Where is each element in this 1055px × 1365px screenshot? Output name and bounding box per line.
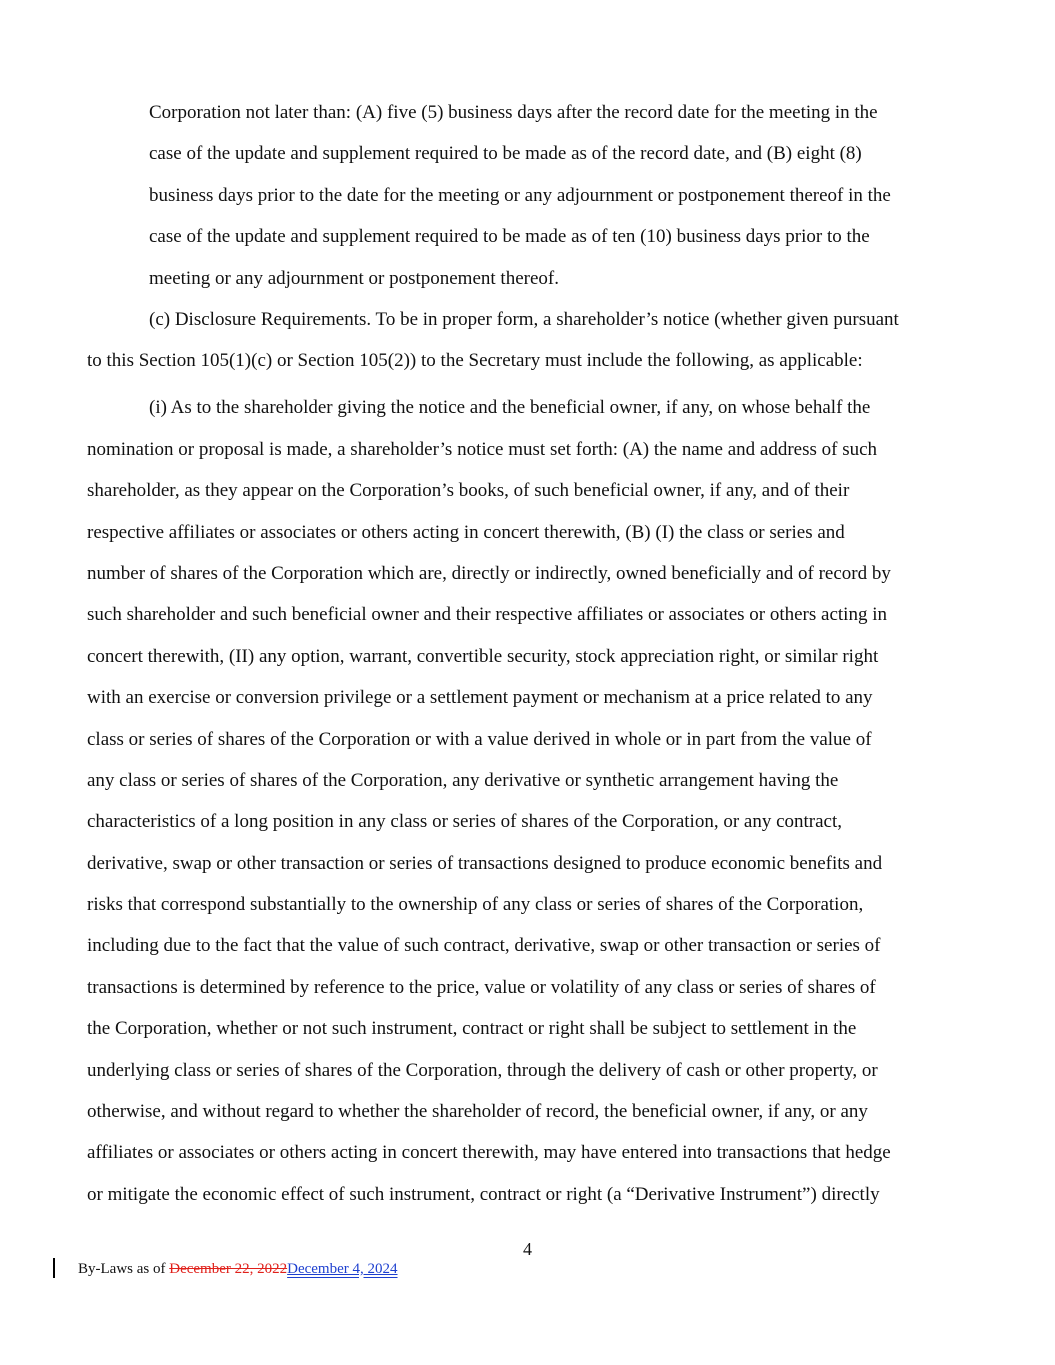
page-number: 4 [523, 1239, 532, 1259]
body-line-18: characteristics of a long position in any class or series of shares of the Corporation, or any contract, [87, 811, 843, 832]
body-line-3: business days prior to the date for the meeting or any adjournment or postponement thereof in the [149, 185, 891, 206]
body-line-13: such shareholder and such beneficial owner and their respective affiliates or associates or others acting in [87, 604, 887, 625]
clause-i-first-line: (i) As to the shareholder giving the notice and the beneficial owner, if any, on whose behalf the [149, 397, 871, 418]
body-line-21: including due to the fact that the value of such contract, derivative, swap or other transaction or series of [87, 935, 881, 956]
footer-inserted-date: December 4, 2024 [287, 1261, 398, 1277]
body-line-27: or mitigate the economic effect of such instrument, contract or right (a “Derivative Instrument”) directly [87, 1184, 880, 1205]
body-line-14: concert therewith, (II) any option, warrant, convertible security, stock appreciation right, or similar right [87, 646, 879, 667]
body-line-19: derivative, swap or other transaction or series of transactions designed to produce economic benefits and [87, 853, 883, 874]
body-line-15: with an exercise or conversion privilege or a settlement payment or mechanism at a price related to any [87, 687, 873, 708]
revision-change-bar [53, 1258, 55, 1278]
body-line-23: the Corporation, whether or not such instrument, contract or right shall be subject to settlement in the [87, 1018, 857, 1039]
footer-prefix: By-Laws as of [78, 1261, 170, 1277]
body-line-24: underlying class or series of shares of the Corporation, through the delivery of cash or other property, or [87, 1060, 878, 1081]
body-line-4: case of the update and supplement required to be made as of ten (10) business days prior to the [149, 226, 870, 247]
body-line-1: Corporation not later than: (A) five (5) business days after the record date for the meeting in the [149, 102, 878, 123]
body-line-11: respective affiliates or associates or others acting in concert therewith, (B) (I) the class or series and [87, 522, 845, 543]
section-c-heading-line: (c) Disclosure Requirements. To be in proper form, a shareholder’s notice (whether given pursuant [149, 309, 899, 330]
body-line-10: shareholder, as they appear on the Corporation’s books, of such beneficial owner, if any, and of their [87, 480, 850, 501]
body-line-12: number of shares of the Corporation which are, directly or indirectly, owned beneficially and of record by [87, 563, 891, 584]
body-line-26: affiliates or associates or others acting in concert therewith, may have entered into transactions that hedge [87, 1142, 891, 1163]
body-line-9: nomination or proposal is made, a shareholder’s notice must set forth: (A) the name and address of such [87, 439, 878, 460]
body-line-25: otherwise, and without regard to whether the shareholder of record, the beneficial owner, if any, or any [87, 1101, 868, 1122]
body-line-2: case of the update and supplement required to be made as of the record date, and (B) eight (8) [149, 143, 862, 164]
body-line-20: risks that correspond substantially to the ownership of any class or series of shares of the Corporation, [87, 894, 864, 915]
body-line-5: meeting or any adjournment or postponement thereof. [149, 268, 559, 289]
body-line-7: to this Section 105(1)(c) or Section 105(2)) to the Secretary must include the following, as applicable: [87, 350, 863, 371]
body-line-17: any class or series of shares of the Corporation, any derivative or synthetic arrangement having the [87, 770, 839, 791]
footer-deleted-date: December 22, 2022 [169, 1261, 288, 1277]
body-line-16: class or series of shares of the Corporation or with a value derived in whole or in part from the value of [87, 729, 872, 750]
body-line-22: transactions is determined by reference to the price, value or volatility of any class or series of shares of [87, 977, 876, 998]
footer [78, 1259, 398, 1279]
